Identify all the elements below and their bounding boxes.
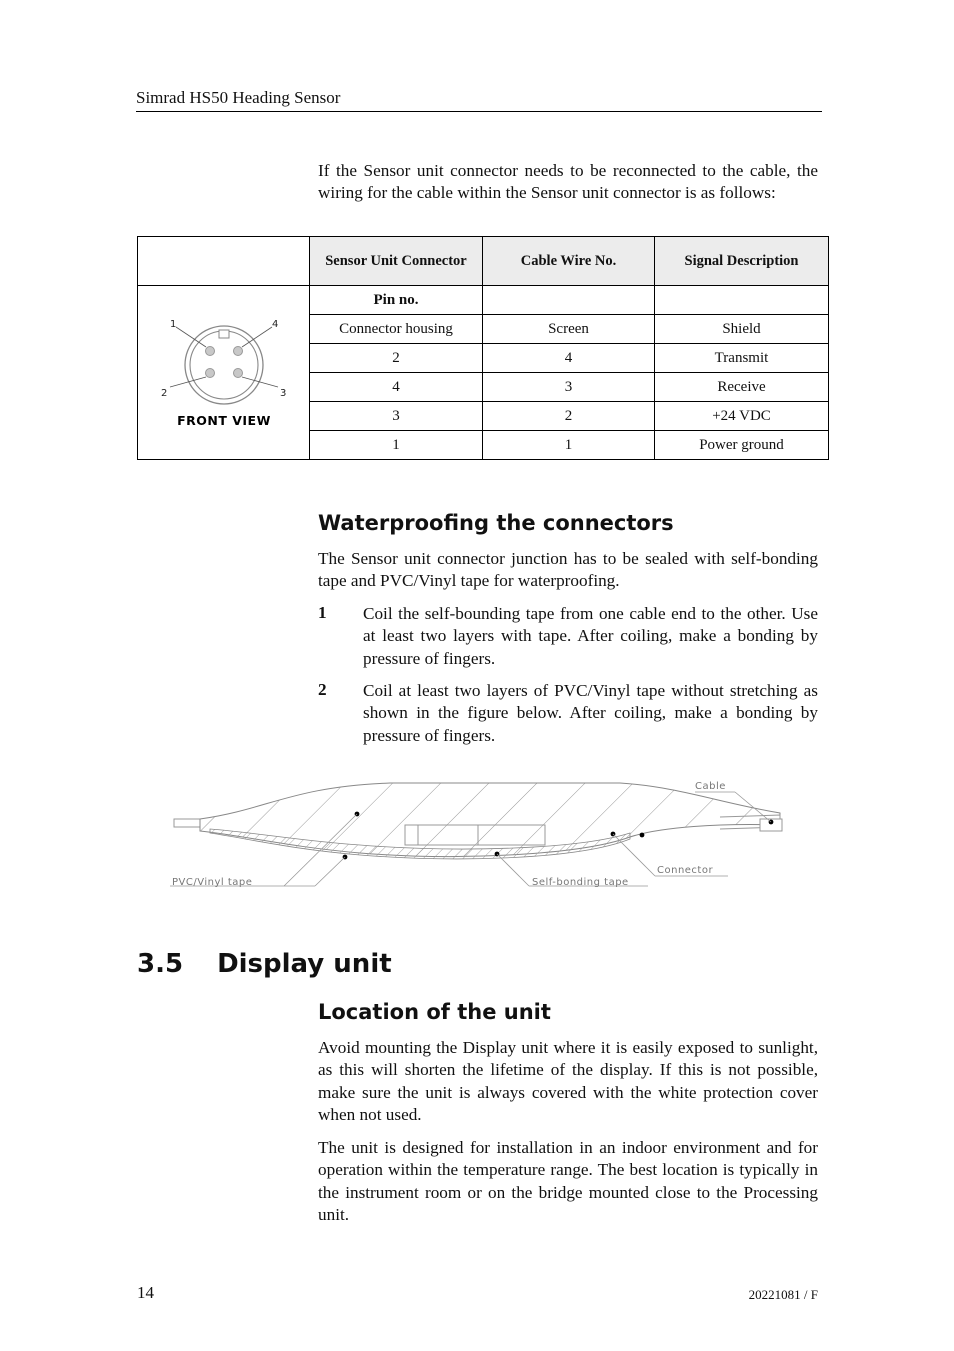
waterproofing-paragraph: The Sensor unit connector junction has to be sealed with self-bonding tape and PVC/Vinyl tape for waterproofing. bbox=[318, 549, 818, 591]
self-bonding-leader bbox=[497, 854, 529, 886]
left-cable-end bbox=[174, 819, 200, 827]
location-subheading: Location of the unit bbox=[318, 1000, 551, 1024]
step-1-text: Coil the self-bounding tape from one cable end to the other. Use at least two layers with tape. After coiling, make a bonding by pressure of fingers. bbox=[363, 604, 818, 668]
location-paragraph-1: Avoid mounting the Display unit where it is easily exposed to sunlight, as this will shorten the lifetime of the display. If this is not possible, make sure the unit is always covered with the white protection cover when not used. bbox=[318, 1038, 818, 1124]
chapter-heading bbox=[137, 949, 392, 979]
chapter-number: 3.5 bbox=[137, 949, 184, 979]
connector-key-notch bbox=[219, 330, 229, 338]
table-cell: 4 bbox=[483, 344, 655, 373]
table-cell: Transmit bbox=[655, 344, 829, 373]
table-cell bbox=[655, 286, 829, 315]
running-header: Simrad HS50 Heading Sensor bbox=[136, 88, 341, 107]
step-2-text: Coil at least two layers of PVC/Vinyl tape without stretching as shown in the figure below. After coiling, make a bonding by pressure of fingers. bbox=[363, 681, 818, 745]
pin-label-4: 4 bbox=[272, 318, 279, 330]
label-pvc-vinyl-tape: PVC/Vinyl tape bbox=[172, 877, 253, 888]
chapter-title: Display unit bbox=[217, 949, 392, 979]
label-connector: Connector bbox=[657, 865, 714, 876]
connector-inner-ring bbox=[190, 331, 258, 399]
table-cell: 4 bbox=[310, 373, 483, 402]
waterproofing-heading: Waterproofing the connectors bbox=[318, 511, 674, 535]
table-cell: Connector housing bbox=[310, 315, 483, 344]
pin-3-dot bbox=[234, 368, 243, 377]
table-header-row bbox=[138, 237, 829, 286]
pin-label-2: 2 bbox=[161, 387, 168, 399]
page-number: 14 bbox=[137, 1283, 154, 1302]
table-cell bbox=[483, 286, 655, 315]
pin-label-1: 1 bbox=[170, 318, 177, 330]
intro-paragraph: If the Sensor unit connector needs to be reconnected to the cable, the wiring for the cable within the Sensor unit connector is as follows: bbox=[318, 161, 818, 203]
label-cable: Cable bbox=[695, 781, 726, 792]
header-cable-wire-no: Cable Wire No. bbox=[483, 237, 655, 286]
pvc-leader bbox=[315, 857, 345, 886]
front-view-caption: FRONT VIEW bbox=[177, 412, 271, 428]
table-cell: Shield bbox=[655, 315, 829, 344]
document-number: 20221081 / F bbox=[748, 1287, 818, 1302]
table-cell: Screen bbox=[483, 315, 655, 344]
step-1-number: 1 bbox=[318, 603, 327, 622]
pin-no-subheader: Pin no. bbox=[310, 286, 483, 315]
connector-leader bbox=[613, 834, 655, 876]
label-self-bonding-tape: Self-bonding tape bbox=[532, 877, 629, 888]
table-row bbox=[138, 286, 829, 315]
header-signal-description: Signal Description bbox=[655, 237, 829, 286]
table-cell: Receive bbox=[655, 373, 829, 402]
table-cell: 3 bbox=[310, 402, 483, 431]
table-cell: 3 bbox=[483, 373, 655, 402]
pin-label-3: 3 bbox=[280, 387, 287, 399]
tape-wrapping-diagram bbox=[160, 775, 810, 895]
table-cell: Power ground bbox=[655, 431, 829, 460]
pin-1-dot bbox=[206, 346, 215, 355]
pin-2-dot bbox=[206, 368, 215, 377]
marker-dot bbox=[640, 833, 645, 838]
connector-front-view-diagram bbox=[138, 287, 310, 459]
table-cell: 1 bbox=[310, 431, 483, 460]
connector-figure-cell bbox=[138, 286, 310, 460]
location-paragraph-2: The unit is designed for installation in an indoor environment and for operation within the temperature range. The best location is typically in the instrument room or on the bridge mounted close to the Processing unit. bbox=[318, 1138, 818, 1224]
wiring-table bbox=[137, 236, 829, 460]
table-cell: 2 bbox=[483, 402, 655, 431]
pin-4-dot bbox=[234, 346, 243, 355]
table-cell: +24 VDC bbox=[655, 402, 829, 431]
header-sensor-unit-connector: Sensor Unit Connector bbox=[310, 237, 483, 286]
table-header-blank bbox=[138, 237, 310, 286]
table-cell: 2 bbox=[310, 344, 483, 373]
header-rule bbox=[136, 111, 822, 112]
step-2-number: 2 bbox=[318, 680, 327, 699]
table-cell: 1 bbox=[483, 431, 655, 460]
